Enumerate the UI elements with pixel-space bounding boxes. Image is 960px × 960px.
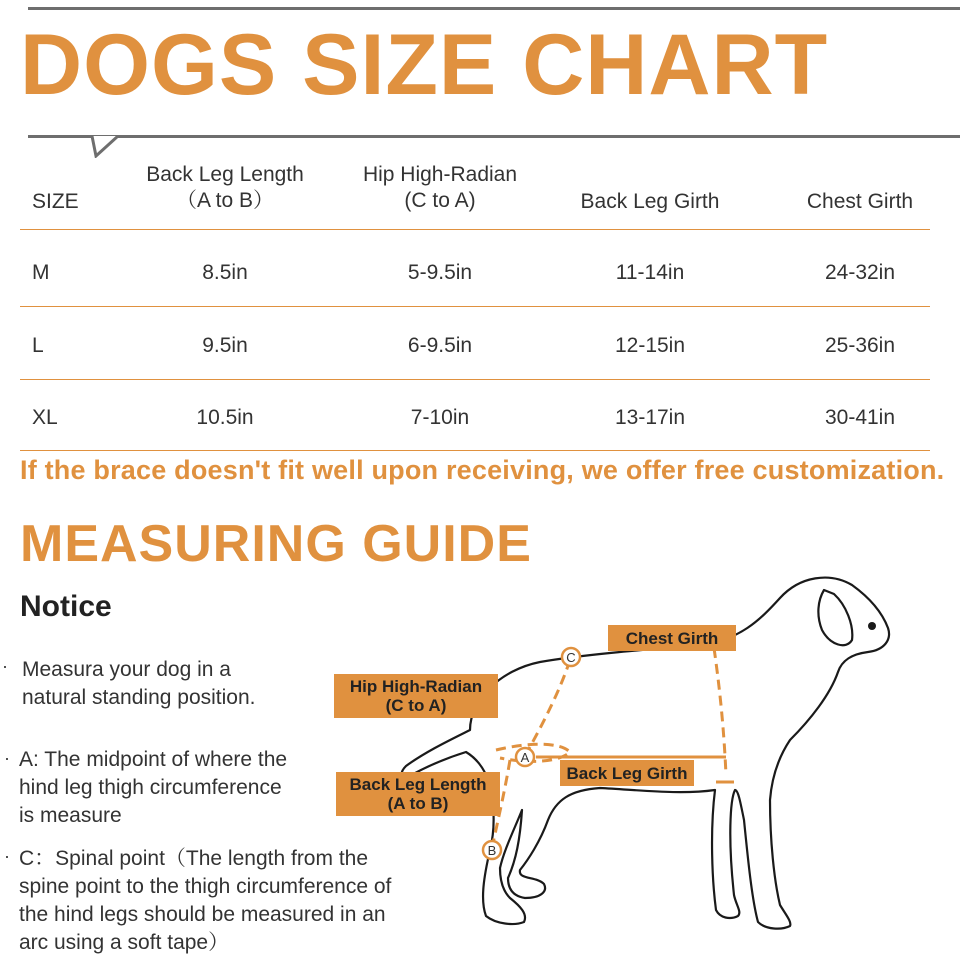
header-back-leg-length-line2: （A to B） [175, 189, 275, 212]
bullet-line: hind leg thigh circumference [19, 776, 282, 799]
row-m-chest-girth: 24-32in [824, 261, 896, 284]
row-m-hip: 5-9.5in [407, 261, 473, 284]
label-back-leg-girth: Back Leg Girth [560, 760, 694, 786]
label-line: Back Leg Length [349, 775, 487, 794]
header-chest-girth: Chest Girth [806, 190, 914, 213]
row-m-back-leg-length: 8.5in [202, 261, 248, 284]
bullet-marker: · [2, 656, 8, 676]
bullet-marker: · [4, 748, 10, 768]
row-l-back-leg-length: 9.5in [202, 334, 248, 357]
notice-heading: Notice [20, 590, 112, 623]
page-title: DOGS SIZE CHART [20, 17, 829, 113]
bullet-line: A: The midpoint of where the [19, 748, 288, 771]
row-xl-chest-girth: 30-41in [824, 406, 896, 429]
bullet-line: the hind legs should be measured in an [19, 903, 386, 926]
bullet-line: arc using a soft tape） [19, 931, 230, 954]
point-b-label: B [487, 843, 497, 858]
bullet-line: C：Spinal point（The length from the [19, 847, 369, 870]
row-xl-size: XL [32, 406, 58, 429]
point-c-label: C [566, 650, 576, 665]
label-line: (A to B) [387, 794, 449, 813]
label-line: Hip High-Radian [349, 677, 483, 696]
header-size: SIZE [32, 190, 79, 213]
row-xl-hip: 7-10in [410, 406, 470, 429]
row-l-hip: 6-9.5in [407, 334, 473, 357]
header-back-leg-length-line1: Back Leg Length [146, 163, 304, 186]
label-back-leg-length [336, 772, 500, 816]
point-a-label: A [520, 750, 530, 765]
bullet-line: spine point to the thigh circumference of [19, 875, 392, 898]
header-hip-line1: Hip High-Radian [362, 163, 518, 186]
header-hip-line2: (C to A) [404, 189, 476, 212]
bullet-marker: · [4, 846, 10, 866]
row-m-back-leg-girth: 11-14in [615, 261, 685, 284]
guide-title: MEASURING GUIDE [20, 515, 532, 573]
label-hip-high-radian [334, 674, 498, 718]
header-back-leg-girth: Back Leg Girth [580, 190, 720, 213]
bullet-line: natural standing position. [22, 686, 256, 709]
row-xl-back-leg-girth: 13-17in [614, 406, 686, 429]
row-l-size: L [32, 334, 44, 357]
customization-note: If the brace doesn't fit well upon receiving, we offer free customization. [20, 455, 945, 485]
label-line: (C to A) [385, 696, 447, 715]
row-l-chest-girth: 25-36in [824, 334, 896, 357]
label-chest-girth: Chest Girth [608, 625, 736, 651]
row-xl-back-leg-length: 10.5in [196, 406, 254, 429]
row-m-size: M [32, 261, 50, 284]
row-l-back-leg-girth: 12-15in [614, 334, 686, 357]
bullet-line: is measure [19, 804, 122, 827]
bullet-line: Measura your dog in a [22, 658, 231, 681]
